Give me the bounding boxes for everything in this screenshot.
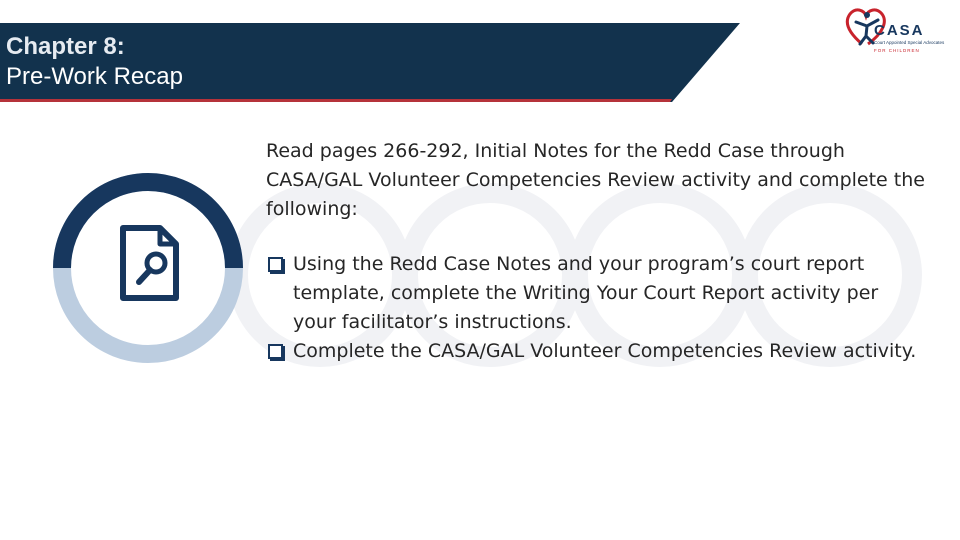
logo-wordmark: CASA xyxy=(874,22,925,39)
page-title xyxy=(6,32,183,92)
bullet-text: Using the Redd Case Notes and your program’s court report template, complete the Writing Your Court Report activity per your facilitator’s instructions. xyxy=(293,253,879,333)
document-search-icon xyxy=(123,228,176,298)
bullet-text: Complete the CASA/GAL Volunteer Competencies Review activity. xyxy=(293,340,917,362)
title-line-2: Pre-Work Recap xyxy=(6,63,183,90)
ring-graphic xyxy=(50,170,246,366)
main-content xyxy=(266,137,926,366)
intro-text: Read pages 266-292, Initial Notes for the Redd Case through CASA/GAL Volunteer Competencies Review activity and complete the following: xyxy=(266,140,925,220)
task-list xyxy=(266,250,926,366)
list-item xyxy=(266,250,926,337)
checkbox-icon xyxy=(268,257,283,272)
title-line-1: Chapter 8: xyxy=(6,33,125,60)
logo-tagline-2: FOR CHILDREN xyxy=(874,48,920,53)
checkbox-icon xyxy=(268,344,283,359)
list-item xyxy=(266,337,926,366)
logo-tagline: Court Appointed Special Advocates xyxy=(874,40,945,45)
